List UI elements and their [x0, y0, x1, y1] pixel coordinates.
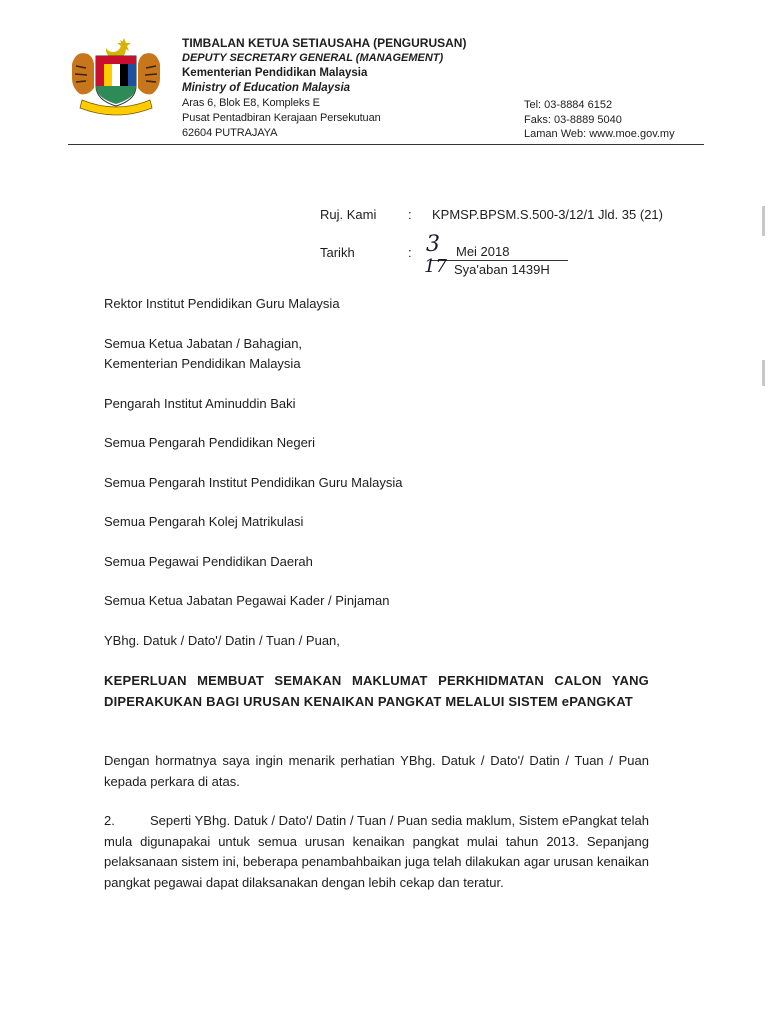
paragraph-2-text: Seperti YBhg. Datuk / Dato'/ Datin / Tuan / Puan sedia maklum, Sistem ePangkat telah mula digunapakai untuk semua urusan kenaikan pangkat mulai tahun 2013. Sepanjang pelaksanaan sistem ini, beberapa penambahbaikan juga telah dilakukan agar urusan kenaikan pangkat pegawai dapat dilaksanakan dengan lebih cekap dan teratur.	[104, 813, 649, 890]
reference-number: KPMSP.BPSM.S.500-3/12/1 Jld. 35 (21)	[432, 207, 663, 222]
paragraph-number: 2.	[104, 813, 115, 828]
letterhead-title-english: DEPUTY SECRETARY GENERAL (MANAGEMENT)	[182, 52, 444, 64]
recipient-line: Semua Pengarah Kolej Matrikulasi	[104, 514, 304, 529]
paragraph-1: Dengan hormatnya saya ingin menarik perhatian YBhg. Datuk / Dato'/ Datin / Tuan / Puan kepada perkara di atas.	[104, 753, 649, 789]
date-underline	[430, 260, 568, 261]
date-hijri: Sya'aban 1439H	[454, 262, 550, 277]
recipient-line: Kementerian Pendidikan Malaysia	[104, 356, 301, 371]
fax: Faks: 03-8889 5040	[524, 113, 622, 126]
recipient-line: Semua Ketua Jabatan / Bahagian,	[104, 336, 303, 351]
recipient-line: Semua Pengarah Pendidikan Negeri	[104, 435, 316, 450]
salutation: YBhg. Datuk / Dato'/ Datin / Tuan / Puan,	[104, 633, 340, 648]
contact-info	[524, 98, 675, 142]
recipient-line: Pengarah Institut Aminuddin Baki	[104, 396, 296, 411]
recipient-line: Semua Pegawai Pendidikan Daerah	[104, 554, 313, 569]
recipient-line: Semua Ketua Jabatan Pegawai Kader / Pinjaman	[104, 593, 390, 608]
address-line: Pusat Pentadbiran Kerajaan Persekutuan	[182, 112, 381, 124]
handwritten-day: 3	[426, 232, 440, 257]
date-label: Tarikh	[320, 245, 355, 260]
address-line: Aras 6, Blok E8, Kompleks E	[182, 97, 320, 109]
subject-heading: KEPERLUAN MEMBUAT SEMAKAN MAKLUMAT PERKHIDMATAN CALON YANG DIPERAKUKAN BAGI URUSAN KENAIKAN PANGKAT MELALUI SISTEM ePANGKAT	[104, 673, 649, 709]
date-gregorian: Mei 2018	[456, 244, 510, 259]
letterhead-title: TIMBALAN KETUA SETIAUSAHA (PENGURUSAN)	[182, 36, 467, 50]
reference-label: Ruj. Kami	[320, 207, 377, 222]
scan-edge-mark	[762, 360, 765, 386]
recipient-line: Rektor Institut Pendidikan Guru Malaysia	[104, 296, 340, 311]
malaysia-coat-of-arms-icon	[66, 34, 166, 116]
recipient-line: Semua Pengarah Institut Pendidikan Guru Malaysia	[104, 475, 403, 490]
address-line: 62604 PUTRAJAYA	[182, 127, 278, 139]
reference-colon: :	[408, 207, 412, 222]
ministry-name: Kementerian Pendidikan Malaysia	[182, 67, 368, 79]
letterhead	[182, 36, 466, 141]
paragraph-2	[104, 811, 649, 893]
handwritten-hijri-day: 17	[424, 256, 447, 277]
letterhead-divider	[68, 144, 704, 145]
scan-edge-mark	[762, 206, 765, 236]
ministry-name-english: Ministry of Education Malaysia	[182, 82, 351, 94]
telephone: Tel: 03-8884 6152	[524, 99, 613, 111]
website: Laman Web: www.moe.gov.my	[524, 128, 675, 140]
date-colon: :	[408, 245, 412, 260]
